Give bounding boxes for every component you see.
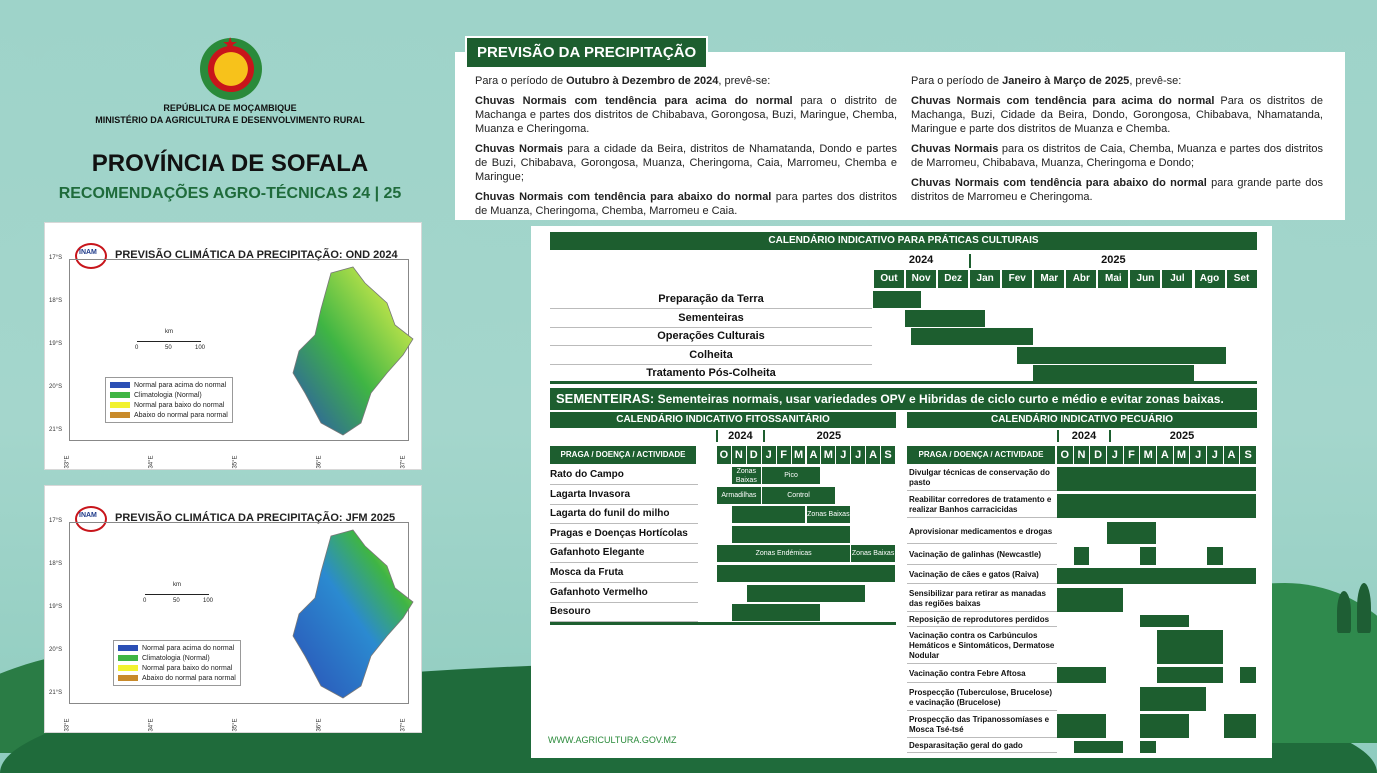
- tree-icon: [1337, 591, 1351, 633]
- latitude-label: 18°S: [49, 298, 63, 304]
- legend-label: Abaixo do normal para normal: [142, 674, 236, 682]
- cultural-activity-bar: [1033, 365, 1193, 382]
- scale-tick: 100: [203, 598, 214, 604]
- cultural-activity-bar: [905, 310, 985, 327]
- pec-activity-bar: [1140, 687, 1206, 711]
- month-header: S: [881, 446, 895, 464]
- fito-row-label: Besouro: [550, 603, 698, 622]
- pec-row-label: Vacinação contra os Carbúnculos Hemáticos e Sintomáticos, Dermatose Nodular: [907, 629, 1057, 664]
- forecast-jfm: Para o período de Janeiro à Março de 2025, prevê-se: Chuvas Normais com tendência para acima do normal Para os distritos de Machanga, Buzi, Cidade da Beira, Dondo, Gorongosa, Chibabava, Nhamatanda, Maringue e parte dos distritos de Muanza e Chemba. Chuvas Normais para os distritos de Caia, Chemba, Muanza e partes dos distritos de Marromeu, Chibabava, Muanza, Cheringoma e Dondo; Chuvas Normais com tendência para abaixo do normal para grande parte dos distritos de Marromeu e Cheringoma.: [911, 75, 1323, 203]
- legend-label: Climatologia (Normal): [142, 654, 210, 662]
- pec-activity-bar: [1140, 547, 1156, 565]
- map-title: PREVISÃO CLIMÁTICA DA PRECIPITAÇÃO: JFM 2025: [115, 512, 396, 524]
- pec-activity-bar: [1140, 615, 1189, 627]
- legend-label: Abaixo do normal para normal: [134, 411, 228, 419]
- scale-tick: 50: [173, 598, 180, 604]
- scale-tick: 0: [135, 345, 139, 351]
- pec-activity-bar: [1240, 667, 1256, 683]
- month-header: F: [777, 446, 791, 464]
- government-header: [20, 102, 440, 126]
- scale-bar: [145, 594, 209, 595]
- fito-activity-bar: Pico: [762, 467, 821, 484]
- month-header: S: [1240, 446, 1256, 464]
- legend-swatch: [118, 655, 138, 661]
- longitude-label: 37°E: [400, 718, 407, 732]
- inam-logo-text: INAM: [79, 249, 97, 256]
- month-header: O: [1057, 446, 1073, 464]
- pec-activity-bar: [1057, 494, 1256, 518]
- scale-unit: km: [165, 329, 173, 335]
- year-label: 2025: [1169, 430, 1195, 442]
- calendar-panel: [531, 226, 1272, 758]
- pec-activity-bar: [1057, 568, 1256, 584]
- pec-activity-bar: [1057, 588, 1123, 612]
- fito-row-label: Gafanhoto Elegante: [550, 544, 698, 563]
- fito-activity-bar: Zonas Endémicas: [717, 545, 850, 562]
- cultural-row-label: Sementeiras: [550, 309, 872, 328]
- scale-tick: 100: [195, 345, 206, 351]
- pec-activity-bar: [1074, 547, 1090, 565]
- legend-swatch: [118, 675, 138, 681]
- map-title: PREVISÃO CLIMÁTICA DA PRECIPITAÇÃO: OND 2024: [115, 249, 398, 261]
- sementeiras-note: SEMENTEIRAS: Sementeiras normais, usar variedades OPV e Hibridas de ciclo curto e médio e evitar zonas baixas.: [550, 388, 1257, 410]
- year-label: 2024: [716, 430, 765, 442]
- month-header: Abr: [1066, 270, 1096, 288]
- month-header: A: [807, 446, 821, 464]
- map-legend: [105, 377, 233, 423]
- pec-activity-bar: [1140, 714, 1189, 738]
- cultural-row-label: Colheita: [550, 346, 872, 365]
- map-scale: [137, 329, 207, 355]
- mozambique-emblem-icon: ★: [200, 38, 262, 100]
- legend-label: Normal para baixo do normal: [134, 401, 225, 409]
- scale-bar: [137, 341, 201, 342]
- month-header: J: [1207, 446, 1223, 464]
- legend-item: [110, 390, 228, 400]
- longitude-label: 37°E: [400, 455, 407, 469]
- legend-swatch: [118, 665, 138, 671]
- legend-item: [110, 400, 228, 410]
- section-divider: [550, 622, 896, 625]
- month-header: N: [732, 446, 746, 464]
- fito-activity-bar: [732, 604, 821, 621]
- year-label: 2025: [1101, 254, 1126, 266]
- fito-activity-bar: Zonas Baixas: [851, 545, 895, 562]
- legend-label: Climatologia (Normal): [134, 391, 202, 399]
- cultural-activity-bar: [1017, 347, 1225, 364]
- precipitation-title: PREVISÃO DA PRECIPITAÇÃO: [465, 36, 708, 69]
- pec-calendar-title: CALENDÁRIO INDICATIVO PECUÁRIO: [907, 412, 1257, 428]
- month-header: Jun: [1130, 270, 1160, 288]
- month-header: Jan: [970, 270, 1000, 288]
- longitude-label: 34°E: [148, 718, 155, 732]
- cultural-row-label: Operações Culturais: [550, 327, 872, 346]
- scale-tick: 0: [143, 598, 147, 604]
- pec-column-header: PRAGA / DOENÇA / ACTIVIDADE: [907, 446, 1055, 464]
- pec-row-label: Sensibilizar para retirar as manadas das regiões baixas: [907, 587, 1057, 612]
- fito-activity-bar: Armadilhas: [717, 487, 761, 504]
- fito-row-label: Lagarta Invasora: [550, 486, 698, 505]
- month-header: Set: [1227, 270, 1257, 288]
- month-header: M: [1140, 446, 1156, 464]
- month-header: A: [1224, 446, 1240, 464]
- month-header: Mar: [1034, 270, 1064, 288]
- legend-item: [110, 380, 228, 390]
- cultural-row-label: Tratamento Pós-Colheita: [550, 364, 872, 383]
- pec-activity-bar: [1074, 741, 1123, 753]
- fito-row-label: Pragas e Doenças Hortícolas: [550, 525, 698, 544]
- cultural-row-label: Preparação da Terra: [550, 290, 872, 309]
- pec-row-label: Reabilitar corredores de tratamento e realizar Banhos carracicidas: [907, 493, 1057, 518]
- page-title: PROVÍNCIA DE SOFALA: [91, 150, 369, 177]
- month-header: J: [836, 446, 850, 464]
- month-header: J: [1107, 446, 1123, 464]
- fito-row-label: Mosca da Fruta: [550, 564, 698, 583]
- legend-swatch: [110, 382, 130, 388]
- cultural-calendar-title: CALENDÁRIO INDICATIVO PARA PRÁTICAS CULTURAIS: [550, 232, 1257, 250]
- longitude-label: 33°E: [64, 455, 71, 469]
- fito-activity-bar: [732, 526, 850, 543]
- month-header: M: [792, 446, 806, 464]
- month-header: M: [821, 446, 835, 464]
- pec-activity-bar: [1057, 667, 1106, 683]
- legend-swatch: [118, 645, 138, 651]
- month-header: Fev: [1002, 270, 1032, 288]
- latitude-label: 21°S: [49, 690, 63, 696]
- latitude-label: 17°S: [49, 518, 63, 524]
- tree-icon: [1357, 583, 1371, 633]
- legend-item: [118, 663, 236, 673]
- pec-activity-bar: [1140, 741, 1156, 753]
- year-label: 2024: [873, 254, 971, 268]
- month-header: Mai: [1098, 270, 1128, 288]
- latitude-label: 17°S: [49, 255, 63, 261]
- fito-activity-bar: [732, 506, 806, 523]
- pec-row-label: Reposição de reprodutores perdidos: [907, 614, 1057, 627]
- website-link[interactable]: WWW.AGRICULTURA.GOV.MZ: [548, 735, 677, 745]
- fito-row-label: Lagarta do funil do milho: [550, 505, 698, 524]
- pec-row-label: Divulgar técnicas de conservação do pasto: [907, 466, 1057, 491]
- scale-unit: km: [173, 582, 181, 588]
- map-card: [44, 222, 422, 470]
- section-divider: [550, 381, 1257, 384]
- pec-row-label: Vacinação contra Febre Aftosa: [907, 666, 1057, 683]
- longitude-label: 36°E: [316, 718, 323, 732]
- latitude-label: 19°S: [49, 341, 63, 347]
- latitude-label: 19°S: [49, 604, 63, 610]
- month-header: Dez: [938, 270, 968, 288]
- month-header: F: [1124, 446, 1140, 464]
- longitude-label: 36°E: [316, 455, 323, 469]
- legend-label: Normal para acima do normal: [134, 381, 227, 389]
- legend-item: [118, 643, 236, 653]
- month-header: J: [851, 446, 865, 464]
- province-outline: [293, 530, 413, 698]
- latitude-label: 18°S: [49, 561, 63, 567]
- fito-activity-bar: [747, 585, 865, 602]
- legend-swatch: [110, 402, 130, 408]
- fito-activity-bar: Zonas Baixas: [807, 506, 851, 523]
- cultural-activity-bar: [873, 291, 921, 308]
- sofala-forecast-map: [291, 263, 421, 443]
- latitude-label: 21°S: [49, 427, 63, 433]
- longitude-label: 35°E: [232, 718, 239, 732]
- fito-row-label: Gafanhoto Vermelho: [550, 584, 698, 603]
- pec-row-label: Aprovisionar medicamentos e drogas: [907, 521, 1057, 544]
- month-header: O: [717, 446, 731, 464]
- pec-activity-bar: [1107, 522, 1156, 544]
- month-header: J: [762, 446, 776, 464]
- month-header: J: [1190, 446, 1206, 464]
- ministry-name: MINISTÉRIO DA AGRICULTURA E DESENVOLVIMENTO RURAL: [95, 115, 365, 125]
- fito-calendar-title: CALENDÁRIO INDICATIVO FITOSSANITÁRIO: [550, 412, 896, 428]
- pec-row-label: Vacinação de cães e gatos (Raiva): [907, 567, 1057, 584]
- map-card: [44, 485, 422, 733]
- fito-activity-bar: [717, 565, 895, 582]
- cultural-activity-bar: [911, 328, 1033, 345]
- legend-swatch: [110, 412, 130, 418]
- pec-row-label: Vacinação de galinhas (Newcastle): [907, 546, 1057, 565]
- legend-item: [118, 653, 236, 663]
- map-scale: [145, 582, 215, 608]
- month-header: A: [866, 446, 880, 464]
- month-header: Out: [874, 270, 904, 288]
- legend-item: [118, 673, 236, 683]
- inam-logo-text: INAM: [79, 512, 97, 519]
- legend-item: [110, 410, 228, 420]
- pec-row-label: Desparasitação geral do gado: [907, 740, 1057, 753]
- month-header: A: [1157, 446, 1173, 464]
- latitude-label: 20°S: [49, 647, 63, 653]
- latitude-label: 20°S: [49, 384, 63, 390]
- pec-activity-bar: [1224, 714, 1256, 738]
- legend-label: Normal para baixo do normal: [142, 664, 233, 672]
- pec-activity-bar: [1207, 547, 1223, 565]
- month-header: M: [1174, 446, 1190, 464]
- scale-tick: 50: [165, 345, 172, 351]
- republic-name: REPÚBLICA DE MOÇAMBIQUE: [163, 103, 297, 113]
- fito-activity-bar: Control: [762, 487, 836, 504]
- province-outline: [293, 267, 413, 435]
- month-header: Jul: [1162, 270, 1192, 288]
- year-label: 2024: [1057, 430, 1111, 442]
- pec-activity-bar: [1157, 667, 1223, 683]
- legend-label: Normal para acima do normal: [142, 644, 235, 652]
- pec-row-label: Prospecção das Tripanossomíases e Mosca Tsé-tsé: [907, 713, 1057, 738]
- pec-row-label: Prospecção (Tuberculose, Brucelose) e vacinação (Brucelose): [907, 686, 1057, 711]
- fito-column-header: PRAGA / DOENÇA / ACTIVIDADE: [550, 446, 696, 464]
- precipitation-forecast-panel: [455, 52, 1345, 220]
- month-header: N: [1074, 446, 1090, 464]
- longitude-label: 33°E: [64, 718, 71, 732]
- sofala-forecast-map: [291, 526, 421, 706]
- map-legend: [113, 640, 241, 686]
- longitude-label: 34°E: [148, 455, 155, 469]
- month-header: D: [747, 446, 761, 464]
- forecast-ond: Para o período de Outubro à Dezembro de 2024, prevê-se: Chuvas Normais com tendência para acima do normal para o distrito de Machanga e partes dos distritos de Chibabava, Gorongosa, Buzi, Maringue, Chemba, Muanza e Cheringoma. Chuvas Normais para a cidade da Beira, distritos de Nhamatanda, Dondo e partes de Buzi, Chibabava, Gorongosa, Muanza, Cheringoma, Caia, Marromeu, Chemba e Maringue; Chuvas Normais com tendência para abaixo do normal para partes dos distritos de Muanza, Cheringoma, Chemba, Marromeu e Caia.: [475, 75, 897, 217]
- fito-activity-bar: Zonas Baixas: [732, 467, 761, 484]
- pec-activity-bar: [1057, 467, 1256, 491]
- longitude-label: 35°E: [232, 455, 239, 469]
- fito-row-label: Rato do Campo: [550, 466, 698, 485]
- legend-swatch: [110, 392, 130, 398]
- month-header: D: [1090, 446, 1106, 464]
- pec-activity-bar: [1057, 714, 1106, 738]
- page-subtitle: RECOMENDAÇÕES AGRO-TÉCNICAS 24 | 25: [58, 185, 402, 202]
- pec-activity-bar: [1157, 630, 1223, 664]
- year-label: 2025: [816, 430, 842, 442]
- month-header: Ago: [1195, 270, 1225, 288]
- month-header: Nov: [906, 270, 936, 288]
